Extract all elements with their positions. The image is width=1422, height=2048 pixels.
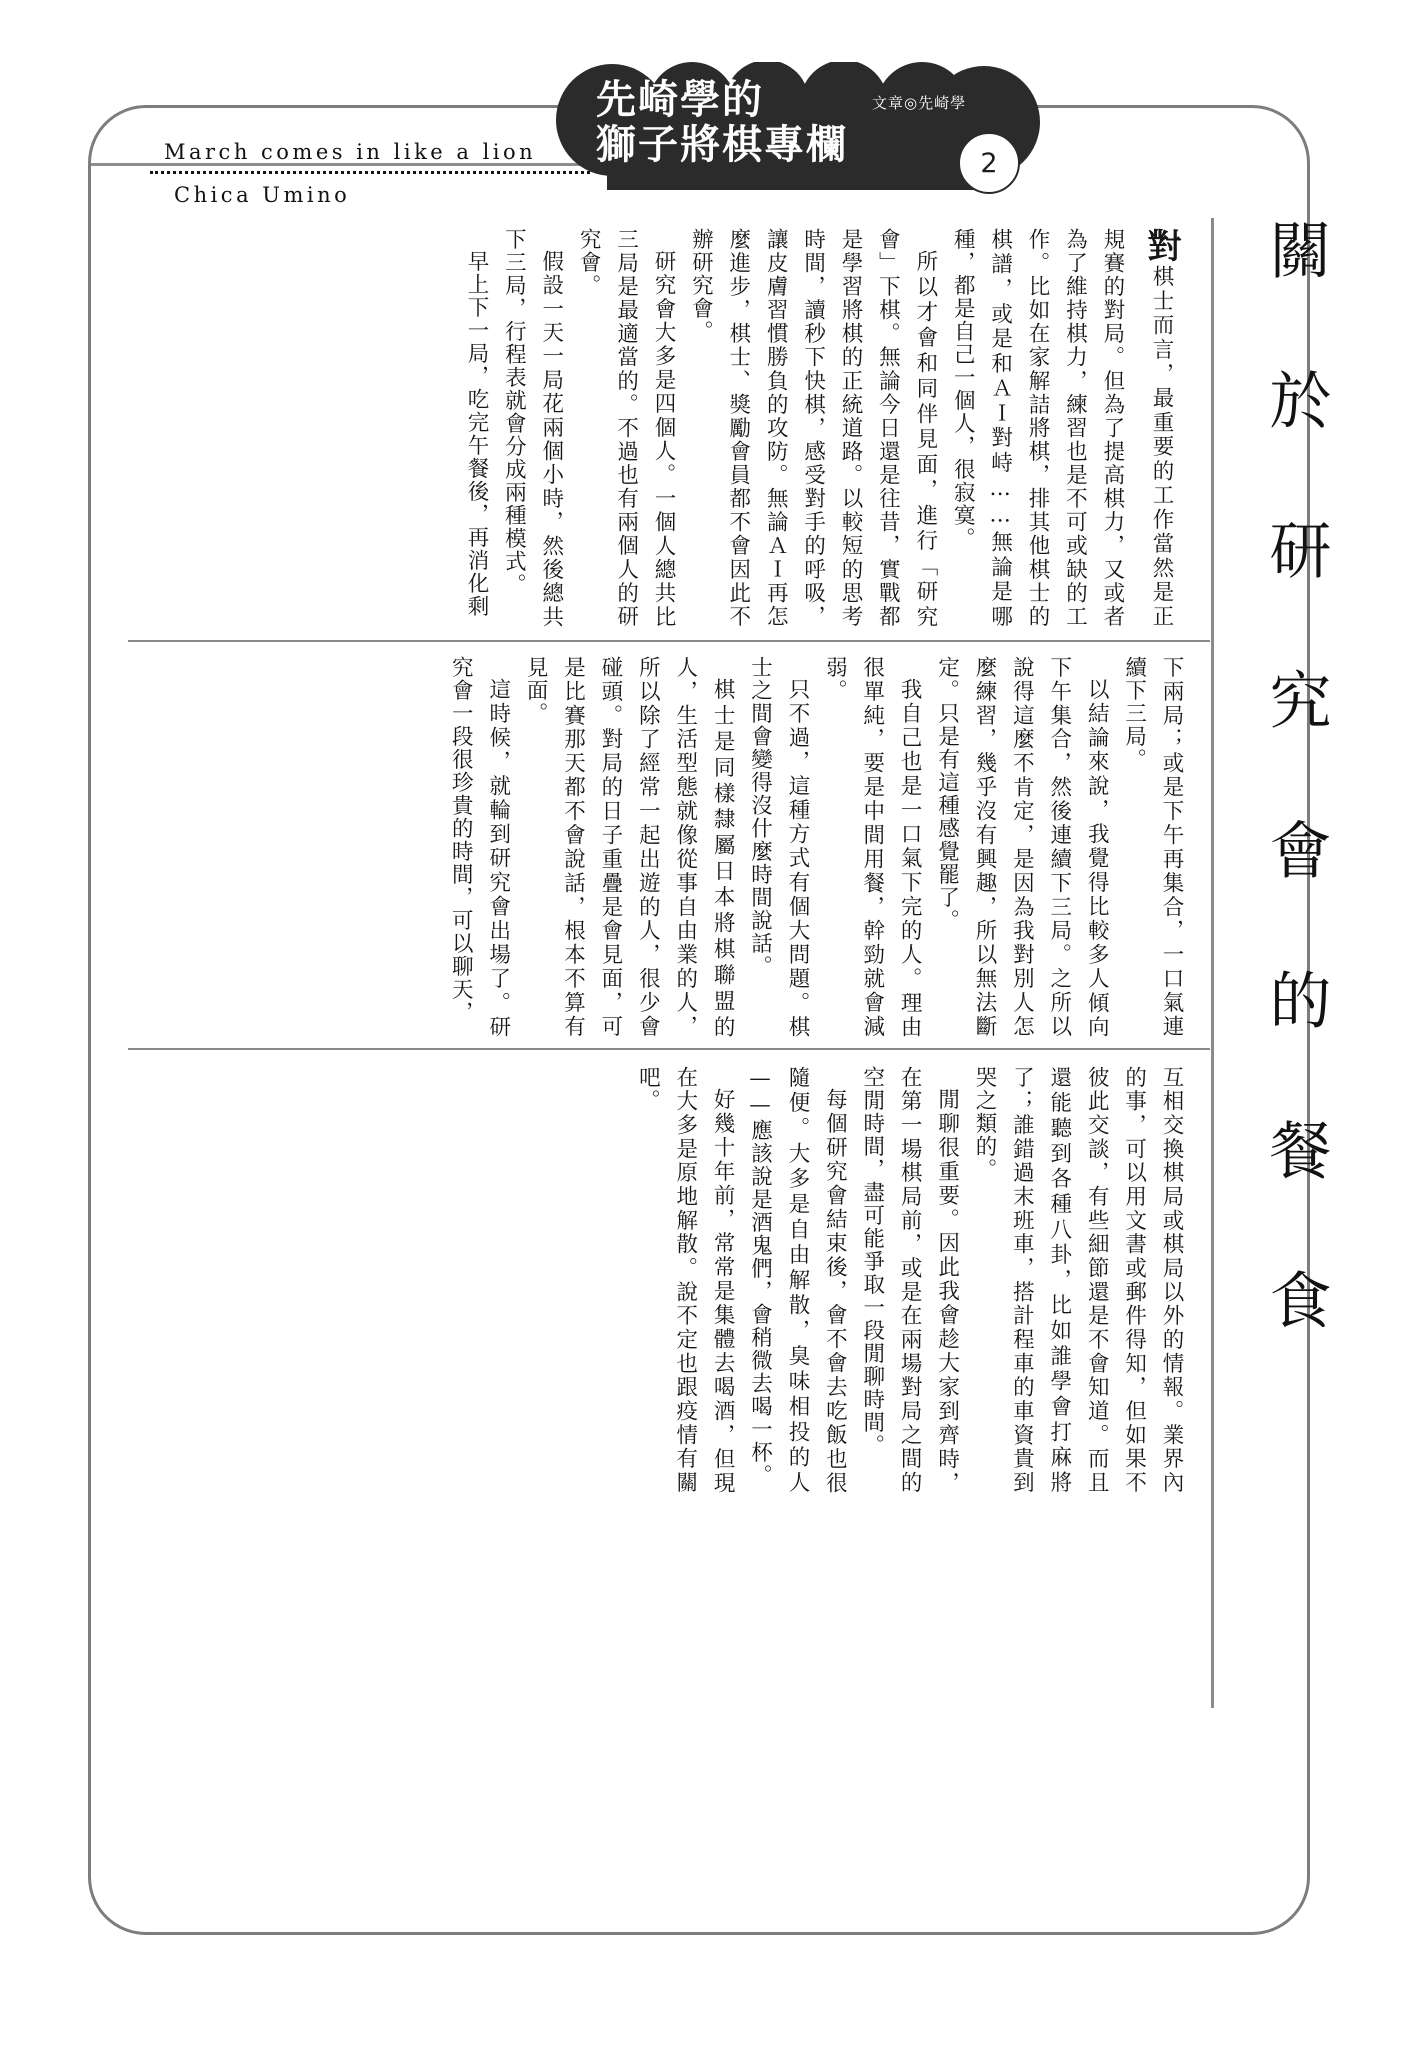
author-credit: 文章◎先崎學 (872, 94, 967, 112)
article-headline: 關於研究會的餐食 (1259, 218, 1332, 1418)
paragraph-text: 每個研究會結束後，會不會去吃飯也很隨便。大多是自由解散，臭味相投的人——應該說是酒鬼們，會稍微去喝一杯。 (747, 1066, 848, 1494)
paragraph-text: 閒聊很重要。因此我會趁大家到齊時，在第一場棋局前，或是在兩場對局之間的空閒時間，盡可能爭取一段閒聊時間。 (859, 1066, 960, 1494)
paragraph (853, 1066, 965, 1494)
paragraph-text: 棋士而言，最重要的工作當然是正規賽的對局。但為了提高棋力，又或者為了維持棋力，練習也是不可或缺的工作。比如在家解詰將棋，排其他棋士的棋譜，或是和ＡＩ對峙……無論是哪種，都是自己一個人，很寂寞。 (950, 228, 1174, 628)
author-name-latin: Chica Umino (174, 183, 351, 207)
latin-masthead (150, 140, 570, 207)
paragraph (495, 228, 570, 628)
paragraph (1115, 656, 1190, 1038)
paragraph (816, 656, 928, 1038)
paragraph (928, 656, 1115, 1038)
banner-title (596, 78, 848, 168)
paragraph (966, 1066, 1190, 1494)
paragraph (517, 656, 741, 1038)
paragraph (570, 228, 682, 628)
paragraph-text: 這時候，就輪到研究會出場了。研究會一段很珍貴的時間，可以聊天， (448, 656, 511, 1038)
article-band-2 (150, 656, 1190, 1038)
paragraph (944, 228, 1190, 628)
paragraph (741, 656, 816, 1038)
paragraph-text: 互相交換棋局或棋局以外的情報。業界內的事，可以用文書或郵件得知，但如果不彼此交談，有些細節還是不會知道。而且還能聽到各種八卦，比如誰學會打麻將了；誰錯過末班車，搭計程車的車資貴到哭之類的。 (971, 1066, 1184, 1494)
paragraph (741, 1066, 853, 1494)
paragraph-text: 下兩局；或是下午再集合，一口氣連續下三局。 (1121, 656, 1184, 1038)
page-number-badge: 2 (958, 132, 1020, 194)
paragraph-text: 研究會大多是四個人。一個人總共比三局是最適當的。不過也有兩個人的研究會。 (576, 228, 676, 628)
paragraph-text: 所以才會和同伴見面，進行「研究會」下棋。無論今日還是往昔，實戰都是學習將棋的正統道路。以較短的思考時間，讀秒下快棋，感受對手的呼吸，讓皮膚習慣勝負的攻防。無論ＡＩ再怎麼進步，棋士、獎勵會員都不會因此不辦研究會。 (688, 228, 938, 628)
paragraph-text: 棋士是同樣隸屬日本將棋聯盟的人，生活型態就像從事自由業的人，所以除了經常一起出遊的人，很少會碰頭。對局的日子重疊是會見面，可是比賽那天都不會說話，根本不算有見面。 (523, 656, 736, 1038)
paragraph (682, 228, 944, 628)
banner-title-line-2: 獅子將棋專欄 (596, 121, 848, 168)
banner-title-line-1: 先崎學的 (596, 77, 764, 123)
masthead-dotted-divider (150, 171, 590, 174)
drop-cap: 對 (1141, 228, 1181, 266)
paragraph-text: 假設一天一局花兩個小時，然後總共下三局，行程表就會分成兩種模式。 (501, 228, 564, 628)
article-band-1 (150, 228, 1190, 628)
paragraph (629, 1066, 741, 1494)
headline-divider-rule (1211, 218, 1214, 1708)
paragraph-text: 以結論來說，我覺得比較多人傾向下午集合，然後連續下三局。之所以說得這麼不肯定，是因為我對別人怎麼練習，幾乎沒有興趣，所以無法斷定。只是有這種感覺罷了。 (934, 656, 1110, 1038)
paragraph-text: 只不過，這種方式有個大問題。棋士之間會變得沒什麼時間說話。 (747, 656, 810, 1038)
article-band-3 (150, 1066, 1190, 1494)
paragraph-text: 好幾十年前，常常是集體去喝酒，但現在大多是原地解散。說不定也跟疫情有關吧。 (635, 1066, 736, 1494)
paragraph (442, 656, 517, 1038)
paragraph (458, 228, 495, 628)
paragraph-text: 早上下一局，吃完午餐後，再消化剩 (463, 249, 489, 618)
series-title-latin: March comes in like a lion (164, 140, 537, 164)
paragraph-text: 我自己也是一口氣下完的人。理由很單純，要是中間用餐，幹勁就會減弱。 (822, 656, 923, 1038)
band-divider-rule-1 (128, 640, 1210, 642)
band-divider-rule-2 (128, 1048, 1210, 1050)
